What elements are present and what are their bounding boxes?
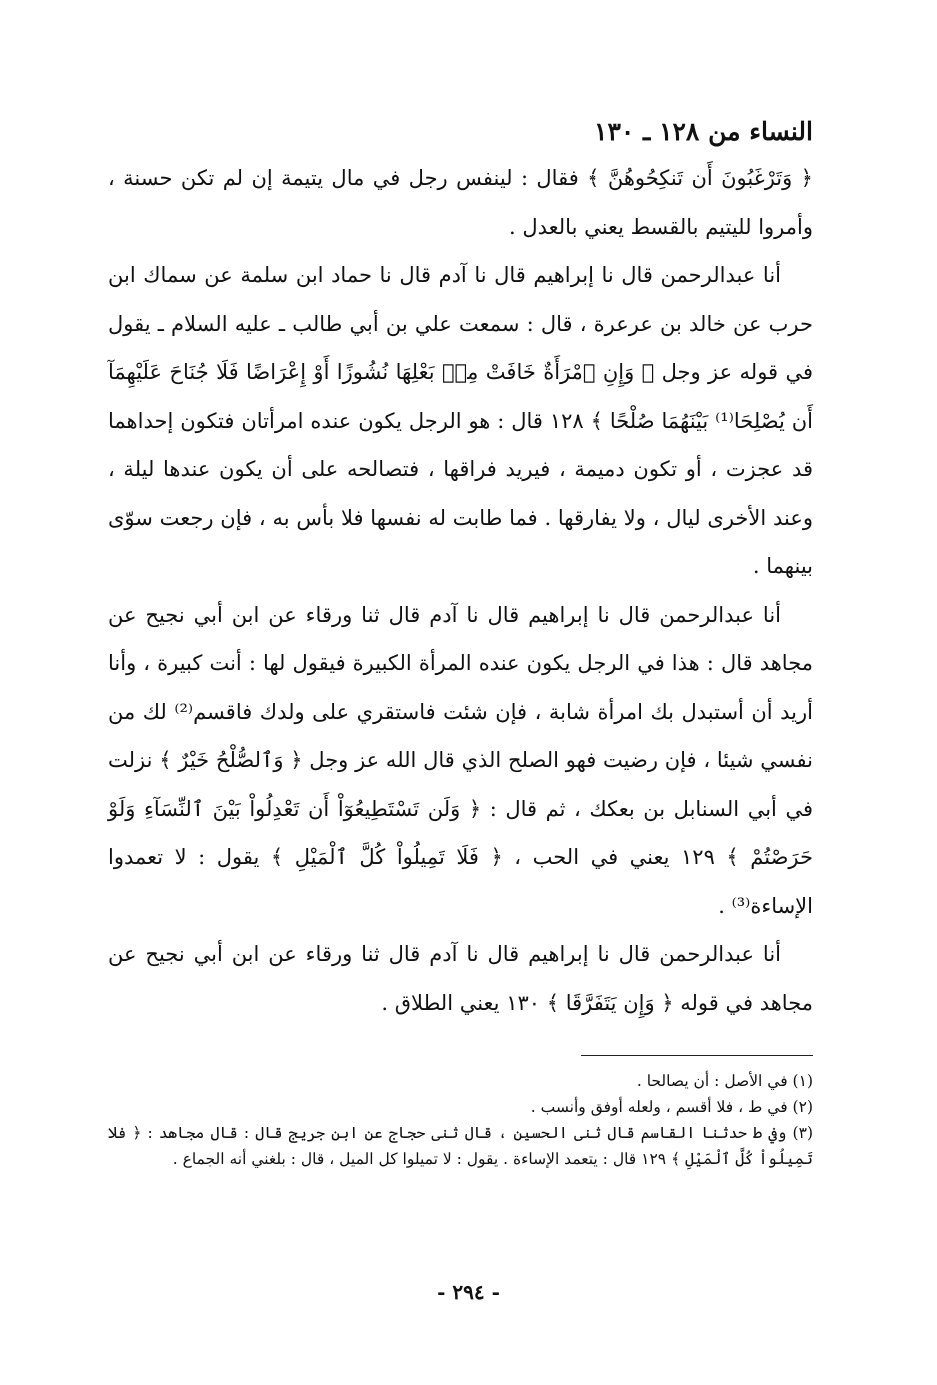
footnote-divider (581, 1055, 813, 1056)
paragraph-2: أنا عبدالرحمن قال نا إبراهيم قال نا آدم قال نا حماد ابن سلمة عن سماك ابن حرب عن خالد بن عرعرة ، قال : سمعت علي بن أبي طالب ـ عليه السلام ـ يقول في قوله عز وجل ﴿ وَإِنِ ٱمْرَأَةٌ خَافَتْ مِنۢ بَعْلِهَا نُشُوزًا أَوْ إِعْرَاضًا فَلَا جُنَاحَ عَلَيْهِمَآ أَن يُصْلِحَا⁽¹⁾ بَيْنَهُمَا صُلْحًا ﴾ ١٢٨ قال : هو الرجل يكون عنده امرأتان فتكون إحداهما قد عجزت ، أو تكون دميمة ، فيريد فراقها ، فتصالحه على أن يكون عندها ليلة ، وعند الأخرى ليال ، ولا يفارقها . فما طابت له نفسها فلا بأس به ، فإن رجعت سوّى بينهما . (108, 263, 814, 578)
paragraph-4: أنا عبدالرحمن قال نا إبراهيم قال نا آدم قال ثنا ورقاء عن ابن أبي نجيح عن مجاهد في قوله ﴿ وَإِن يَتَفَرَّقَا ﴾ ١٣٠ يعني الطلاق . (108, 942, 813, 1015)
paragraph-1: ﴿ وَتَرْغَبُونَ أَن تَنكِحُوهُنَّ ﴾ فقال : لينفس رجل في مال يتيمة إن لم تكن حسنة ، وأمروا لليتيم بالقسط يعني بالعدل . (108, 166, 813, 239)
footnotes (108, 1068, 813, 1172)
footnote-1: (١) في الأصل : أن يصالحا . (636, 1072, 813, 1090)
page-number: - ٢٩٤ - (437, 1280, 500, 1304)
page-body (108, 112, 813, 1172)
running-title: النساء من ١٢٨ ـ ١٣٠ (594, 117, 813, 146)
paragraph-3: أنا عبدالرحمن قال نا إبراهيم قال نا آدم قال ثنا ورقاء عن ابن أبي نجيح عن مجاهد قال : هذا في الرجل يكون عنده المرأة الكبيرة فيقول لها : أنت كبيرة ، وأنا أريد أن أستبدل بك امرأة شابة ، فإن شئت فاستقري على ولدك فاقسم⁽²⁾ لك من نفسي شيئا ، فإن رضيت فهو الصلح الذي قال الله عز وجل ﴿ وَٱلصُّلْحُ خَيْرٌ ﴾ نزلت في أبي السنابل بن بعكك ، ثم قال : ﴿ وَلَن تَسْتَطِيعُوٓاْ أَن تَعْدِلُواْ بَيْنَ ٱلنِّسَآءِ وَلَوْ حَرَصْتُمْ ﴾ ١٢٩ يعني في الحب ، ﴿ فَلَا تَمِيلُواْ كُلَّ ٱلْمَيْلِ ﴾ يقول : لا تعمدوا الإساءة⁽³⁾ . (108, 602, 813, 918)
footnote-3: (٣) وفي ط حدثنا القاسم قال ثنى الحسين ، قال ثنى حجاج عن ابن جريج قال : قال مجاهد : ﴿ فلا تَمِيلُواْ كُلَّ ٱلْمَيْلِ ﴾ ١٢٩ قال : يتعمد الإساءة . يقول : لا تميلوا كل الميل ، قال : بلغني أنه الجماع . (108, 1124, 813, 1168)
footnote-2: (٢) في ط ، فلا أقسم ، ولعله أوفق وأنسب . (530, 1098, 813, 1116)
